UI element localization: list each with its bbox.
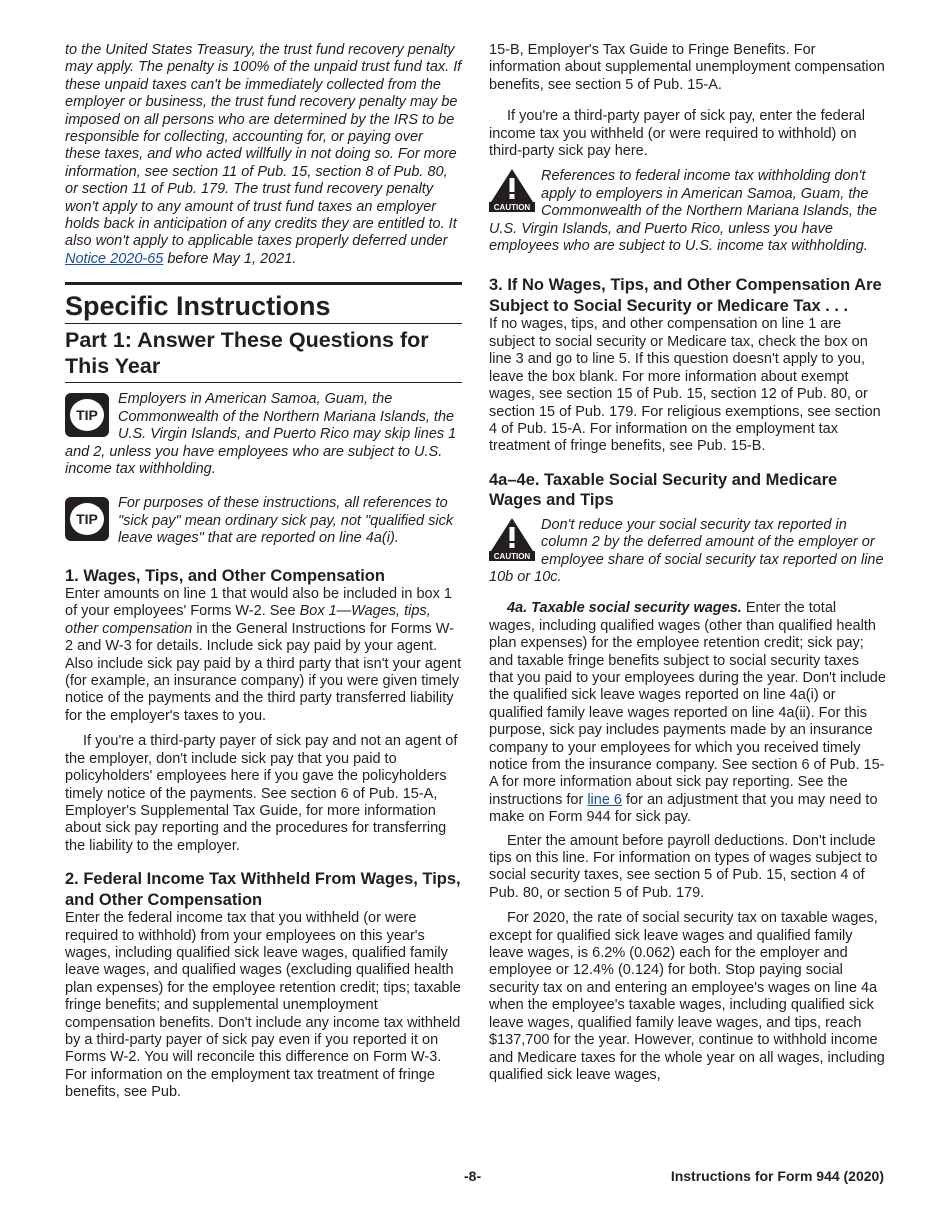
trust-fund-text: to the United States Treasury, the trust fund recovery penalty may apply. The penalty is 100% of the unpaid trust fund tax. If these unpaid taxes can't be immediately collected from the employer or business, the trust fund recovery penalty may be imposed on all persons who are determined by the IRS to be responsible for collecting, accounting for, or paying over these taxes, and who acted willfully in not doing so. For more information, see section 11 of Pub. 15, section 8 of Pub. 80, or section 11 of Pub. 179. The trust fund recovery penalty won't apply to any amount of trust fund taxes an employer holds back in anticipation of any credits they are entitled to. It also won't apply to applicable taxes properly deferred under <box>65 42 462 250</box>
third-party-paragraph: If you're a third-party payer of sick pay, enter the federal income tax you withheld (or were required to withhold) on third-party sick pay here. <box>489 108 865 160</box>
trust-fund-text-end: before May 1, 2021. <box>163 250 297 267</box>
section-4a-text-end: for an adjustment that you may need to make on Form 944 for sick pay. <box>489 791 878 826</box>
caution-icon-label: CAUTION <box>493 203 531 213</box>
section-1-heading: 1. Wages, Tips, and Other Compensation <box>65 566 385 585</box>
right-column <box>489 42 886 1084</box>
section-4a-label: 4a. Taxable social security wages. <box>507 600 742 617</box>
section-4a-text: Enter the total wages, including qualified wages (other than qualified health plan expenses) for the employee retention credit; sick pay; and taxable fringe benefits subject to social security taxes that you paid to your employees during the year. Don't include the qualified sick leave wages reported on line 4a(i) or qualified family leave wages reported on line 4a(ii). For this purpose, sick pay includes payments made by an insurance company to your employees for which you received timely notice from the insurance company. See section 6 of Pub. 15-A for more information about sick pay reporting. See the instructions for <box>489 600 886 808</box>
tip-2-text: For purposes of these instructions, all references to "sick pay" mean ordinary sick pay, not "qualified sick leave wages" that are reported on line 4a(i). <box>118 495 454 547</box>
section-4a-paragraph-3: For 2020, the rate of social security tax on taxable wages, except for qualified sick leave wages and qualified family leave wages, is 6.2% (0.062) each for the employer and employee or 12.4% (0.124) for both. Stop paying social security tax on and entering an employee's wages on line 4a when the employee's taxable wages, including qualified sick leave wages, qualified family leave wages, and tips, reach $137,700 for the year. However, continue to withhold income and Medicare taxes for the whole year on all wages, including qualified sick leave wages, <box>489 910 885 1083</box>
trust-fund-paragraph <box>65 42 462 268</box>
notice-2020-65-link[interactable]: Notice 2020-65 <box>65 250 164 267</box>
caution-icon-label: CAUTION <box>493 551 531 561</box>
fringe-benefits-paragraph: 15-B, Employer's Tax Guide to Fringe Benefits. For information about supplemental unemployment compensation benefits, see section 5 of Pub. 15-A. <box>489 42 885 93</box>
tip-1-text: Employers in American Samoa, Guam, the Commonwealth of the Northern Mariana Islands, the U.S. Virgin Islands, and Puerto Rico may skip lines 1 and 2, unless you have employees who are subject to U.S. income tax withholding. <box>65 391 457 477</box>
section-3-heading: 3. If No Wages, Tips, and Other Compensation Are Subject to Social Security or Medicare Tax . . . <box>489 276 882 315</box>
caution-icon <box>489 168 535 212</box>
tip-note-2 <box>65 495 462 547</box>
tip-icon-label: TIP <box>70 399 104 431</box>
part1-heading: Part 1: Answer These Questions for This Year <box>65 323 462 383</box>
caution-icon <box>489 517 535 561</box>
line-6-link[interactable]: line 6 <box>587 791 622 808</box>
caution-note-2 <box>489 517 886 587</box>
section-4-heading: 4a–4e. Taxable Social Security and Medicare Wages and Tips <box>489 470 838 510</box>
tip-icon <box>65 393 109 437</box>
section-1-text-b: in the General Instructions for Forms W-2 and W-3 for details. Include sick pay paid by your agent. Also include sick pay paid by a third party that isn't your agent (for example, an insurance company) if you were given timely notice of the payments and the third party transferred liability for the employer's taxes to you. <box>65 620 462 724</box>
left-column <box>65 42 462 1102</box>
section-2-paragraph-1: Enter the federal income tax that you withheld (or were required to withhold) from your employees on this year's wages, including qualified sick leave wages, qualified family leave wages, and qualified wages (excluding qualified health plan expenses) for the employee retention credit; tips; taxable fringe benefits; and supplemental unemployment compensation benefits. Don't include any income tax withheld by a third-party payer of sick pay even if you reported it on Forms W-2. You will reconcile this difference on Form W-3. For information on the employment tax treatment of fringe benefits, see Pub. <box>65 910 461 1101</box>
section-1-text-a: Enter amounts on line 1 that would also be included in box 1 of your employees' Forms W-2. See <box>65 586 452 620</box>
specific-instructions-heading: Specific Instructions <box>65 282 462 323</box>
section-4a-paragraph-1 <box>489 600 886 826</box>
form-title: Instructions for Form 944 (2020) <box>670 1168 884 1184</box>
section-4a-paragraph-2: Enter the amount before payroll deductions. Don't include tips on this line. For information on types of wages subject to social security taxes, see section 5 of Pub. 15, section 4 of Pub. 80, or section 5 of Pub. 179. <box>489 832 878 901</box>
caution-2-text: Don't reduce your social security tax reported in column 2 by the deferred amount of the employer or employee share of social security tax reported on line 10b or 10c. <box>489 516 884 585</box>
tip-icon-label: TIP <box>70 503 104 535</box>
caution-note-1 <box>489 168 886 255</box>
tip-note-1 <box>65 391 462 478</box>
page-number: -8- <box>464 1168 482 1184</box>
section-1-paragraph-2: If you're a third-party payer of sick pay and not an agent of the employer, don't include sick pay that you paid to policyholders' employees here if you gave the policyholders timely notice of the payments. See section 6 of Pub. 15-A, Employer's Supplemental Tax Guide, for more information about sick pay reporting and the procedures for transferring the liability to the employer. <box>65 733 458 854</box>
box1-reference: Box 1—Wages, tips, other compensation <box>65 603 431 637</box>
section-2-heading: 2. Federal Income Tax Withheld From Wages, Tips, and Other Compensation <box>65 870 461 909</box>
section-3-paragraph: If no wages, tips, and other compensation on line 1 are subject to social security or Medicare tax, check the box on line 3 and go to line 5. If this question doesn't apply to you, leave the box blank. For more information about exempt wages, see section 15 of Pub. 15, section 12 of Pub. 80, or section 15 of Pub. 179. For religious exemptions, see section 4 of Pub. 15-A. For information on the employment tax treatment of fringe benefits, see Pub. 15-B. <box>489 316 881 455</box>
section-1-paragraph-1 <box>65 586 462 725</box>
caution-1-text: References to federal income tax withholding don't apply to employers in American Samoa, Guam, the Commonwealth of the Northern Mariana Islands, the U.S. Virgin Islands, and Puerto Rico, unless you have employees who are subject to U.S. income tax withholding. <box>489 168 878 255</box>
tip-icon <box>65 497 109 541</box>
